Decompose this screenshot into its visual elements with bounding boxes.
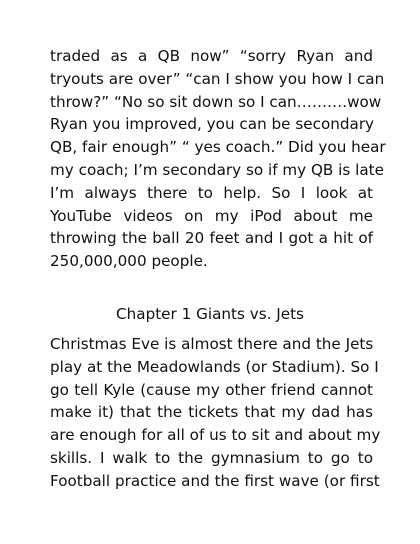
text-line: 250,000,000 people. xyxy=(50,252,208,271)
body-paragraph xyxy=(50,333,381,493)
text-line: YouTube videos on my iPod about me xyxy=(50,206,373,225)
text-line: make it) that the tickets that my dad has xyxy=(50,403,373,422)
text-line: are enough for all of us to sit and about my xyxy=(50,426,381,445)
text-line: throwing the ball 20 feet and I got a hit of xyxy=(50,229,373,248)
text-line: tryouts are over” “can I show you how I can xyxy=(50,69,385,88)
text-line: Christmas Eve is almost there and the Jets xyxy=(50,335,374,353)
text-line: play at the Meadowlands (or Stadium). So I xyxy=(50,357,379,376)
text-line: throw?” “No so sit down so I can……….wow xyxy=(50,92,382,111)
text-line: my coach; I’m secondary so if my QB is late xyxy=(50,160,384,179)
text-line: skills. I walk to the gymnasium to go to xyxy=(50,448,373,467)
text-line: Ryan you improved, you can be secondary xyxy=(50,115,375,134)
text-line: I’m always there to help. So I look at xyxy=(50,183,373,202)
chapter-heading: Chapter 1 Giants vs. Jets xyxy=(116,305,304,323)
text-line: QB, fair enough” “ yes coach.” Did you hear xyxy=(50,138,386,157)
text-line: go tell Kyle (cause my other friend cannot xyxy=(50,380,373,399)
body-paragraph xyxy=(50,45,386,273)
text-line: traded as a QB now” “sorry Ryan and xyxy=(50,47,373,65)
text-line: Football practice and the first wave (or first xyxy=(50,471,380,490)
